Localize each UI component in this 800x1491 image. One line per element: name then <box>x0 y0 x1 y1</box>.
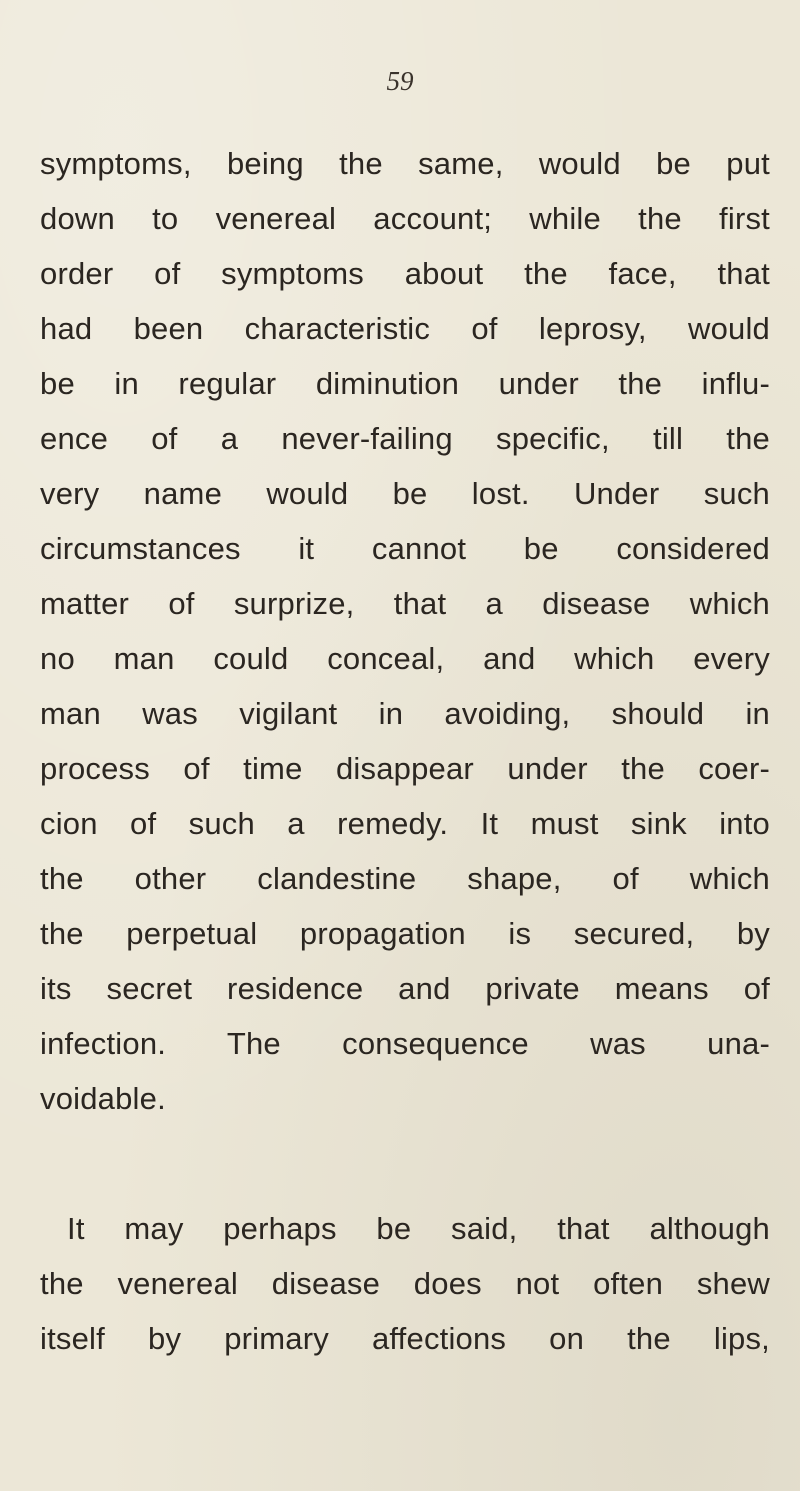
text-line: order of symptoms about the face, that <box>40 256 770 291</box>
text-line: man was vigilant in avoiding, should in <box>40 696 770 731</box>
text-line: matter of surprize, that a disease which <box>40 586 770 621</box>
paragraph <box>40 1201 770 1366</box>
paragraph-break <box>40 1126 770 1201</box>
text-line: no man could conceal, and which every <box>40 641 770 676</box>
page-number: 59 <box>386 66 414 96</box>
text-line: process of time disappear under the coer- <box>40 751 770 786</box>
text-line: down to venereal account; while the first <box>40 201 770 236</box>
paragraph <box>40 136 770 1126</box>
text-line: ence of a never-failing specific, till the <box>40 421 770 456</box>
text-line: It may perhaps be said, that although <box>67 1211 770 1246</box>
text-line: symptoms, being the same, would be put <box>40 146 770 181</box>
text-line: voidable. <box>40 1081 166 1116</box>
text-line: infection. The consequence was una- <box>40 1026 770 1061</box>
text-line: cion of such a remedy. It must sink into <box>40 806 770 841</box>
text-line: itself by primary affections on the lips, <box>40 1321 770 1356</box>
text-line: the venereal disease does not often shew <box>40 1266 770 1301</box>
text-line: the other clandestine shape, of which <box>40 861 770 896</box>
text-line: circumstances it cannot be considered <box>40 531 770 566</box>
text-line: very name would be lost. Under such <box>40 476 770 511</box>
text-line: the perpetual propagation is secured, by <box>40 916 770 951</box>
text-line: be in regular diminution under the influ- <box>40 366 770 401</box>
text-line: its secret residence and private means of <box>40 971 770 1006</box>
text-line: had been characteristic of leprosy, would <box>40 311 770 346</box>
page-body <box>40 136 770 1366</box>
